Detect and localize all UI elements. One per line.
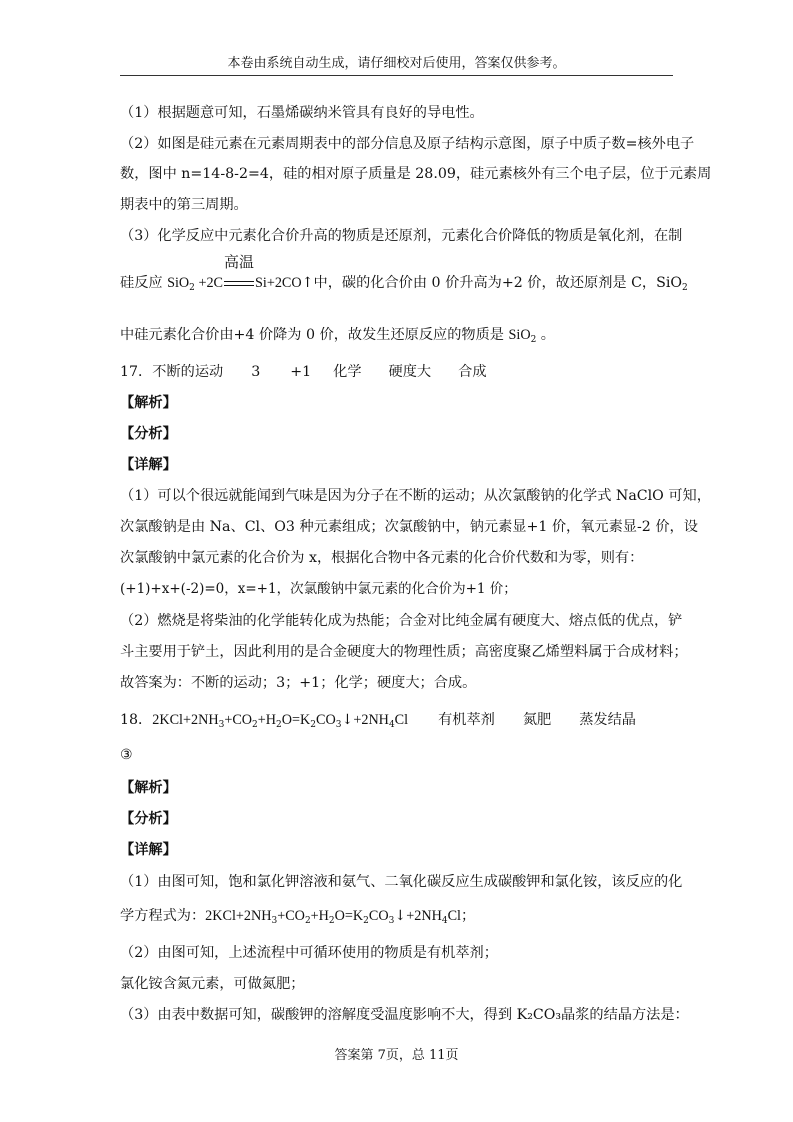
q18-eq-a-sub: 3 [218,720,225,730]
q17-answer-6: 合成 [458,364,487,380]
q17-answer-4: 化学 [333,364,362,380]
q18-eq-f: +2NH [353,712,389,728]
q16-eq-condition: 高温 [223,253,254,271]
q18-eq-c-sub: 2 [276,720,282,730]
q18-eq-e-sub: 3 [335,720,342,730]
q18-eq-d: O=K [281,712,311,728]
q18-p1-eq-d-sub: 2 [363,916,369,926]
q16-paragraph-2-line-1: （2）如图是硅元素在元素周期表中的部分信息及原子结构示意图，原子中质子数=核外电子 [120,136,695,152]
q18-p1-eq-g: Cl [447,908,461,924]
q18-eq-a: 2KCl+2NH [152,712,219,728]
q16-line3-sub: 2 [530,335,537,345]
header-divider [120,75,673,76]
q16-eq-condition-group [223,253,255,293]
q17-fenxi-heading: 【分析】 [120,426,177,442]
q17-answer-3: +1 [290,364,312,380]
q18-answer-3: 蒸发结晶 [579,712,636,728]
q17-paragraph-1-line-3: 次氯酸钠中氯元素的化合价为 x，根据化合物中各元素的化合价代数和为零，则有： [120,550,644,566]
q16-paragraph-3-line-2 [120,253,688,293]
q18-p1-eq-f-sub: 4 [441,916,448,926]
q18-answer-line [120,710,636,730]
q18-answer-2: 氮肥 [522,712,552,728]
q18-p1-eq-d: O=K [334,908,364,924]
q18-paragraph-1-line-2 [120,906,475,926]
q16-paragraph-2-line-2: 数，图中 n=14-8-2=4，硅的相对原子质量是 28.09，硅元素核外有三个电子层，位于元素周 [120,166,712,182]
q17-answer-line [120,362,487,382]
q18-p1-eq-e-sub: 3 [388,916,395,926]
q18-xiangjie-heading: 【详解】 [120,842,177,858]
q18-jiexi-heading: 【解析】 [120,780,177,796]
q16-eq-rhs: Si+2CO [255,275,302,291]
q17-number: 17． [120,364,153,380]
q18-p1-down-arrow-icon: ↓ [394,908,407,924]
q16-eq-up-arrow-icon: ↑ [301,275,314,291]
q16-paragraph-3-line-3 [120,325,555,345]
q18-answer-4: ③ [120,747,133,763]
q16-paragraph-2-line-3: 期表中的第三周期。 [120,197,248,213]
q18-p1-eq-a-sub: 3 [271,916,278,926]
q17-paragraph-2-line-3: 故答案为：不断的运动；3；+1；化学；硬度大；合成。 [120,675,477,691]
q18-eq-g: Cl [394,712,409,728]
page-footer: 答案第 7页，总 11页 [334,1048,459,1063]
q17-paragraph-2-line-1: （2）燃烧是将柴油的化学能转化成为热能；合金对比纯金属有硬度大、熔点低的优点，铲 [120,613,683,629]
q18-p1-eq-f: +2NH [406,908,442,924]
q16-eq-rest: 中，碳的化合价由 0 价升高为+2 价，故还原剂是 C，SiO [313,275,683,291]
q16-eq-prefix: 硅反应 [120,275,168,291]
q18-p1-eq-c: +H [310,908,329,924]
q16-line3-formula: SiO [508,327,531,343]
q17-paragraph-1-line-2: 次氯酸钠是由 Na、Cl、O3 种元素组成；次氯酸钠中，钠元素显+1 价，氧元素显-2 价，设 [120,519,698,535]
q18-p1-end: ； [460,908,476,924]
q18-eq-b: +CO [224,712,253,728]
q16-paragraph-3-line-1: （3）化学反应中元素化合价升高的物质是还原剂，元素化合价降低的物质是氧化剂，在制 [120,228,683,244]
q17-paragraph-2-line-2: 斗主要用于铲土，因此利用的是合金硬度大的物理性质；高密度聚乙烯塑料属于合成材料； [120,644,688,660]
q17-answer-1: 不断的运动 [152,364,224,380]
q18-paragraph-3-line-1: （3）由表中数据可知，碳酸钾的溶解度受温度影响不大，得到 K₂CO₃晶浆的结晶方法是： [120,1007,689,1023]
q18-answer-1: 有机萃剂 [438,712,495,728]
q18-p1-eq-b-sub: 2 [304,916,311,926]
q16-line3-prefix: 中硅元素化合价由+4 价降为 0 价，故发生还原反应的物质是 [120,327,509,343]
q18-p1-eq-e: CO [368,908,389,924]
q18-paragraph-2-line-2: 氯化铵含氮元素，可做氮肥； [120,976,305,992]
q17-xiangjie-heading: 【详解】 [120,457,177,473]
q18-paragraph-2-line-1: （2）由图可知，上述流程中可循环使用的物质是有机萃剂； [120,945,498,961]
q18-fenxi-heading: 【分析】 [120,811,177,827]
q16-eq-rest-sub: 2 [682,283,688,293]
q17-paragraph-1-line-1: （1）可以个很远就能闻到气味是因为分子在不断的运动；从次氯酸钠的化学式 NaClO 可知， [120,488,711,504]
q16-eq-double-line [224,281,254,286]
q16-line3-end: 。 [536,327,555,343]
q17-paragraph-1-line-4: (+1)+x+(-2)=0，x=+1，次氯酸钠中氯元素的化合价为+1 价； [120,581,517,597]
q16-eq-lhs-sub: 2 [189,283,195,293]
q18-p1-prefix: 学方程式为： [120,908,206,924]
q18-p1-eq-b: +CO [277,908,305,924]
q18-paragraph-1-line-1: （1）由图可知，饱和氯化钾溶液和氨气、二氧化碳反应生成碳酸钾和氯化铵，该反应的化 [120,874,683,890]
q18-eq-f-sub: 4 [388,720,395,730]
page-header-notice: 本卷由系统自动生成，请仔细校对后使用，答案仅供参考。 [227,56,566,71]
q16-paragraph-1: （1）根据题意可知，石墨烯碳纳米管具有良好的导电性。 [120,105,484,121]
q18-p1-eq-c-sub: 2 [328,916,335,926]
q18-number: 18． [120,712,153,728]
q18-eq-d-sub: 2 [310,720,316,730]
q16-eq-lhs: SiO [167,275,190,291]
q16-eq-plus-c: +2C [194,275,223,291]
q17-answer-2: 3 [251,364,261,380]
q17-jiexi-heading: 【解析】 [120,395,177,411]
q18-eq-b-sub: 2 [252,720,258,730]
q18-eq-c: +H [257,712,277,728]
q18-eq-e: CO [316,712,336,728]
q17-answer-5: 硬度大 [388,364,432,380]
q18-down-arrow-icon: ↓ [341,712,354,728]
q18-p1-eq-a: 2KCl+2NH [205,908,272,924]
